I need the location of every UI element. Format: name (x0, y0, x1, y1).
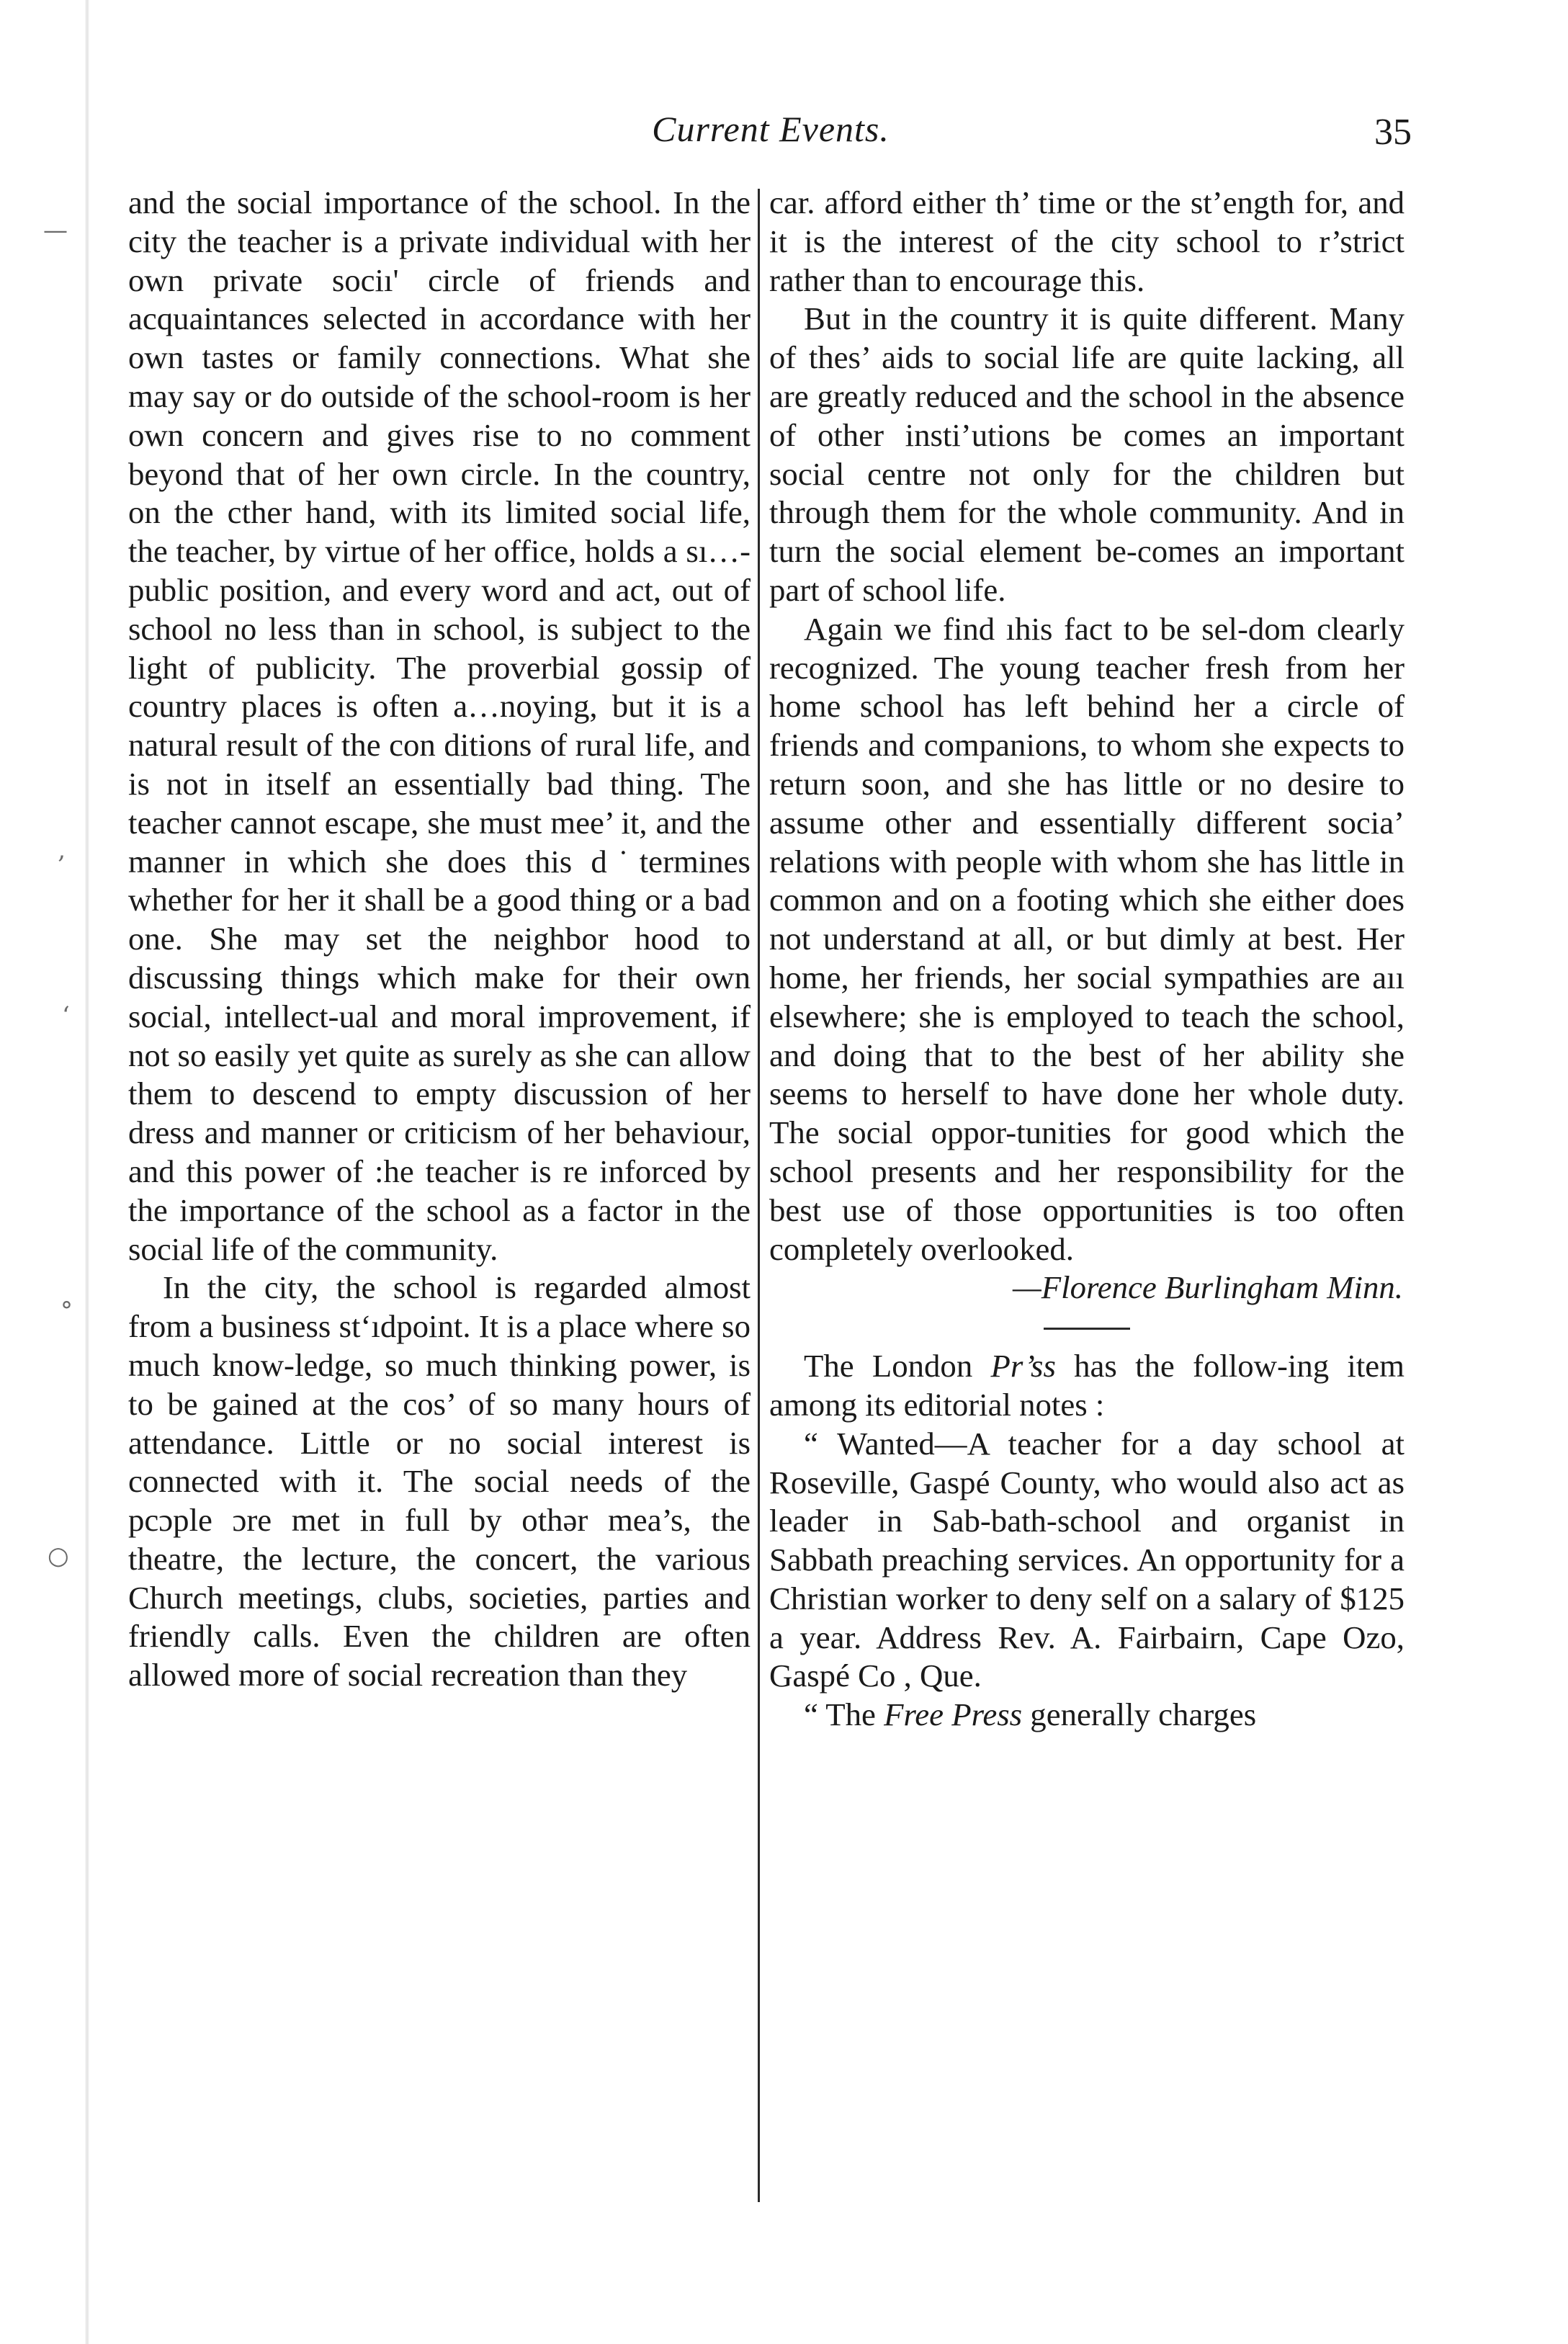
paragraph: Again we find ıhis fact to be sel-dom clearly recognized. The young teacher fresh from her home school has left behind her a circle of friends and companions, to whom she expects to return soon, and she has little or no desire to assume other and essentially different socia’ relations with people with whom she has little in common and on a footing which she either does not understand at all, or but dimly at best. Her home, her friends, her social sympathies are aıı elsewhere; she is employed to teach the school, and doing that to the best of her ability she seems to herself to have done her whole duty. The social oppor-tunities for good which the school presents and her responsibility for the best use of those opportunities is too often completely overlooked. (769, 610, 1405, 1267)
margin-mark: ‚ (58, 836, 66, 864)
paragraph: In the city, the school is regarded almost from a business st‘ıdpoint. It is a place where so much know-ledge, so much thinking power, is to be gained at the cos’ of so many hours of attendance. Little or no social interest is connected with it. The social needs of the pcɔple ɔre met in full by othər mea’s, the theatre, the lecture, the concert, the various Church meetings, clubs, societies, parties and friendly calls. Even the children are often allowed more of social recreation than they (128, 1269, 751, 1694)
paragraph (769, 1347, 1405, 1425)
text-run: “ The (804, 1696, 884, 1733)
column-rule (758, 189, 760, 2202)
paragraph: car. afford either th’ time or the st’ength for, and it is the interest of the city school to r’strict rather than to encourage this. (769, 184, 1405, 298)
margin-mark: ○ (48, 1542, 69, 1570)
paragraph: and the social importance of the school. In the city the teacher is a private individual with her own private sociı' circle of friends and acquaintances selected in accordance with her own tastes or family connections. What she may say or do outside of the school-room is her own concern and gives rise to no comment beyond that of her own circle. In the country, on the cther hand, with its limited social life, the teacher, by virtue of her office, holds a sı…-public position, and every word and act, out of school no less than in school, is subject to the light of publicity. The proverbial gossip of country places is often a…noying, but it is a natural result of the con ditions of rural life, and is not in itself an essentially bad thing. The teacher cannot escape, she must mee’ it, and the manner in which she does this d˙termines whether for her it shall be a good thing or a bad one. She may set the neighbor hood to discussing things which make for their own social, intellect-ual and moral improvement, if not so easily yet quite as surely as she can allow them to descend to empty discussion of her dress and manner or criticism of her behaviour, and this power of :he teacher is re inforced by the importance of the school as a factor in the social life of the community. (128, 184, 751, 1267)
text-run: has the follow-ing item among its editorial notes : (769, 1348, 1405, 1423)
margin-mark: ‘ (62, 1001, 70, 1030)
paragraph (769, 1696, 1405, 1735)
left-column (128, 184, 751, 1695)
page-number: 35 (1374, 112, 1412, 153)
margin-mark: ° (61, 1297, 73, 1325)
text-run: generally charges (1022, 1696, 1257, 1733)
publication-name: Free Press (884, 1696, 1023, 1733)
publication-name: Pr’ss (990, 1348, 1056, 1385)
article-signature: —Florence Burlingham Minn. (1012, 1269, 1403, 1306)
paragraph: But in the country it is quite different. Many of thes’ aids to social life are quite lacking, all are greatly reduced and the school in the absence of other insti’utions be comes an important social centre not only for the children but through them for the whole community. And in turn the social element be-comes an important part of school life. (769, 300, 1405, 608)
scan-binding-edge (85, 0, 89, 2344)
text-run: The London (804, 1348, 991, 1385)
section-divider (1044, 1328, 1130, 1330)
paragraph: “ Wanted—A teacher for a day school at Roseville, Gaspé County, who would also act as leader in Sab-bath-school and organist in Sabbath preaching services. An opportunity for a Christian worker to deny self on a salary of $125 a year. Address Rev. A. Fairbairn, Cape Ozo, Gaspé Co , Que. (769, 1425, 1405, 1694)
running-head: Current Events. (652, 109, 890, 149)
right-column (769, 184, 1405, 1735)
margin-mark: — (43, 216, 68, 245)
page-header (130, 108, 1412, 173)
